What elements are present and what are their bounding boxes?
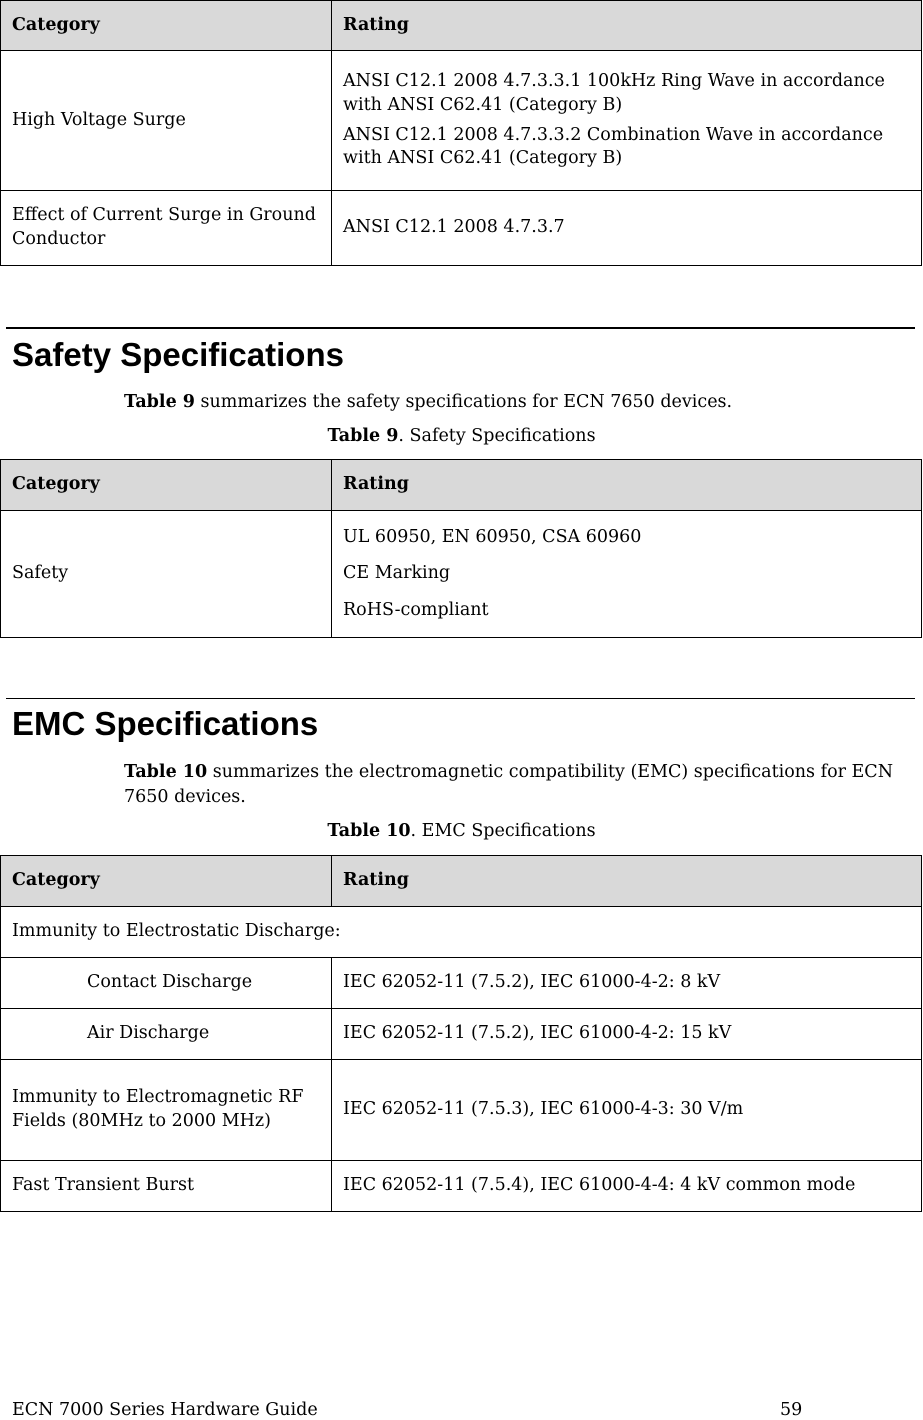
category-cell: Air Discharge — [1, 1009, 332, 1060]
rating-cell: IEC 62052-11 (7.5.3), IEC 61000-4-3: 30 V/m — [332, 1060, 922, 1161]
section-divider — [6, 327, 915, 329]
rating-line: CE Marking — [343, 563, 451, 584]
safety-table-header — [1, 460, 922, 511]
category-cell: Immunity to Electromagnetic RF Fields (80MHz to 2000 MHz) — [1, 1060, 332, 1161]
footer-title: ECN 7000 Series Hardware Guide — [12, 1400, 318, 1420]
table-row — [1, 1009, 922, 1060]
emc-table-header — [1, 856, 922, 907]
category-cell: Safety — [1, 511, 332, 638]
table-row — [1, 958, 922, 1009]
table-ref: Table 10 — [124, 762, 208, 782]
emc-heading: EMC Specifications — [12, 705, 319, 742]
page-number: 59 — [780, 1400, 803, 1420]
intro-text: summarizes the electromagnetic compatibility (EMC) specifications for ECN 7650 devices. — [124, 762, 894, 807]
surge-table-header — [1, 1, 922, 51]
table-row — [1, 907, 922, 958]
rating-cell — [332, 511, 922, 638]
emc-intro — [124, 760, 914, 809]
category-header: Category — [1, 1, 332, 51]
rating-cell: IEC 62052-11 (7.5.2), IEC 61000-4-2: 8 kV — [332, 958, 922, 1009]
table-ref: Table 9 — [124, 392, 195, 412]
table-ref: Table 9 — [327, 426, 399, 446]
table-ref: Table 10 — [327, 821, 411, 841]
rating-line: UL 60950, EN 60950, CSA 60960 — [343, 526, 642, 547]
rating-header: Rating — [332, 856, 922, 907]
group-label-cell: Immunity to Electrostatic Discharge: — [1, 907, 922, 958]
category-cell: Fast Transient Burst — [1, 1161, 332, 1212]
safety-heading: Safety Specifications — [12, 336, 344, 373]
rating-header: Rating — [332, 460, 922, 511]
section-divider — [6, 698, 915, 699]
table-row — [1, 191, 922, 266]
category-cell: Effect of Current Surge in Ground Conductor — [1, 191, 332, 266]
table-row — [1, 1161, 922, 1212]
safety-table-caption — [0, 426, 923, 446]
rating-cell: IEC 62052-11 (7.5.4), IEC 61000-4-4: 4 kV common mode — [332, 1161, 922, 1212]
rating-line: ANSI C12.1 2008 4.7.3.3.2 Combination Wave in accordance with ANSI C62.41 (Category B) — [343, 124, 884, 169]
surge-table — [0, 0, 922, 266]
intro-text: summarizes the safety specifications for ECN 7650 devices. — [194, 392, 733, 412]
emc-table — [0, 855, 922, 1212]
rating-line: RoHS-compliant — [343, 599, 489, 620]
emc-table-caption — [0, 821, 923, 841]
caption-text: . Safety Specifications — [398, 426, 596, 446]
category-cell: Contact Discharge — [1, 958, 332, 1009]
category-header: Category — [1, 460, 332, 511]
caption-text: . EMC Specifications — [410, 821, 596, 841]
rating-header: Rating — [332, 1, 922, 51]
safety-table — [0, 459, 922, 638]
table-row — [1, 511, 922, 638]
rating-cell — [332, 51, 922, 191]
table-row — [1, 1060, 922, 1161]
rating-cell: ANSI C12.1 2008 4.7.3.7 — [332, 191, 922, 266]
category-cell: High Voltage Surge — [1, 51, 332, 191]
table-row — [1, 51, 922, 191]
rating-cell: IEC 62052-11 (7.5.2), IEC 61000-4-2: 15 kV — [332, 1009, 922, 1060]
safety-intro — [124, 390, 914, 415]
category-header: Category — [1, 856, 332, 907]
rating-line: ANSI C12.1 2008 4.7.3.3.1 100kHz Ring Wave in accordance with ANSI C62.41 (Category B) — [343, 71, 885, 115]
